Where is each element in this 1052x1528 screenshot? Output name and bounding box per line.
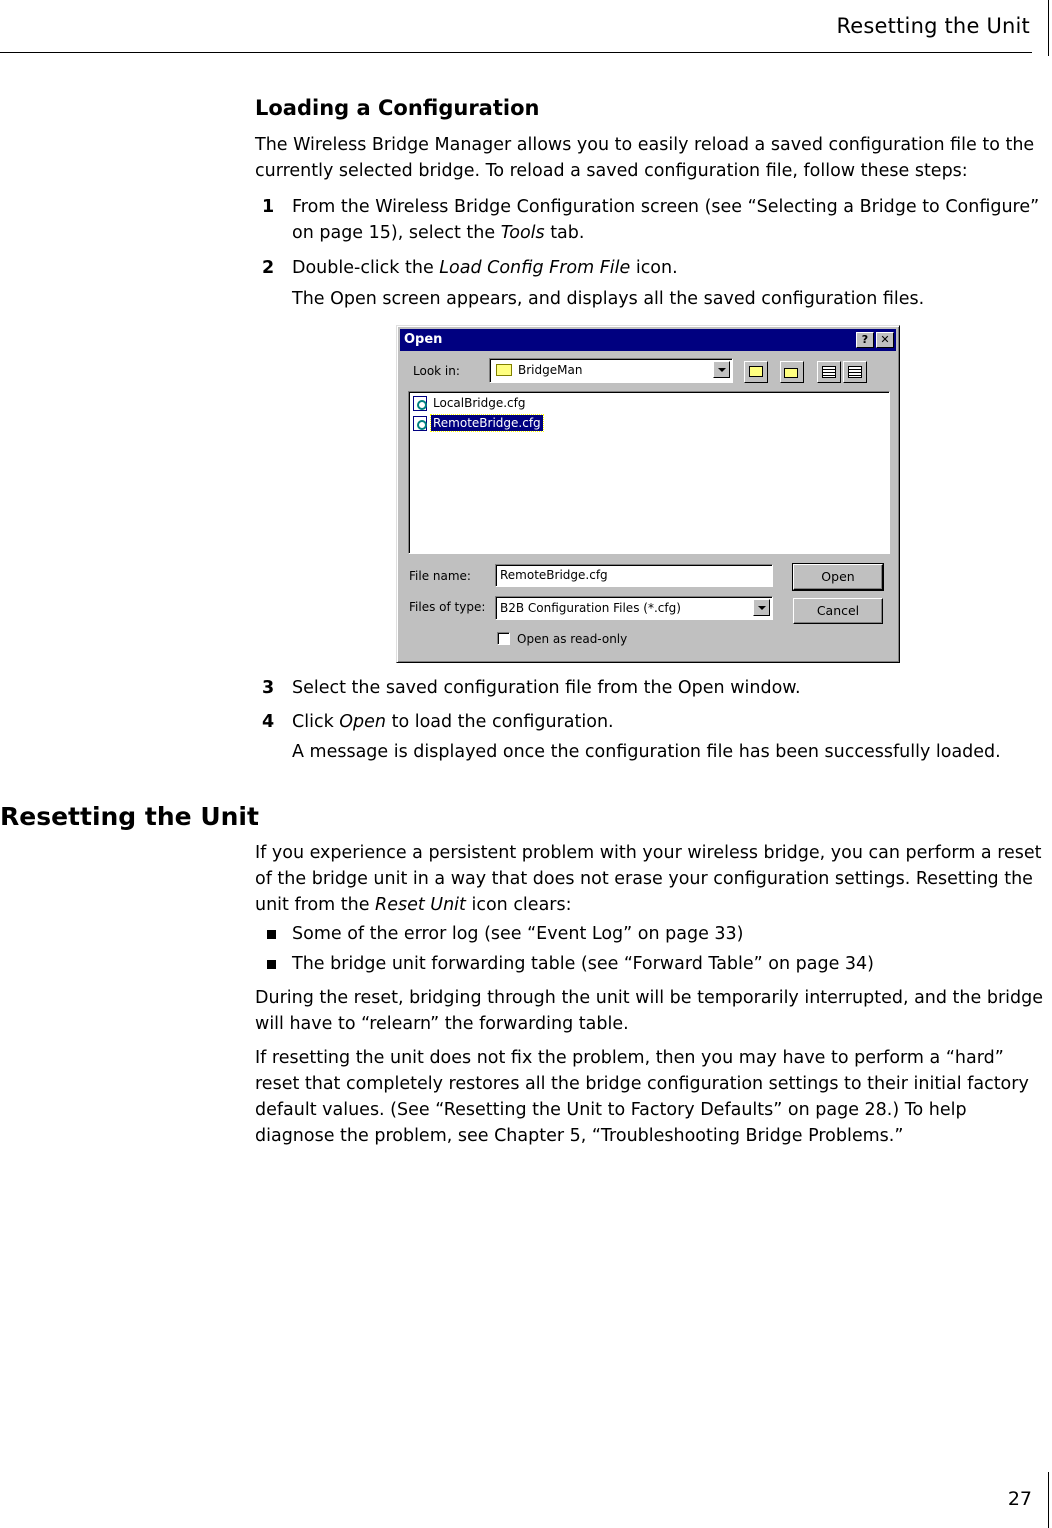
- step-4-note: A message is displayed once the configuration file has been successfully loaded.: [292, 742, 1001, 762]
- file-list[interactable]: LocalBridge.cfg RemoteBridge.cfg: [408, 391, 890, 554]
- step-number: 1: [262, 197, 275, 217]
- new-folder-button[interactable]: [780, 361, 804, 383]
- step-2: 2 Double-click the Load Config From File icon.: [262, 255, 1052, 281]
- list-item: The bridge unit forwarding table (see “Forward Table” on page 34): [262, 951, 1052, 977]
- folder-icon: [496, 364, 512, 376]
- open-dialog: [396, 325, 900, 663]
- bullet-square-icon: [267, 930, 276, 939]
- page-number: 27: [1007, 1488, 1032, 1510]
- section-heading-loading: Loading a Configuration: [255, 96, 540, 120]
- step-4: 4 Click Open to load the configuration.: [262, 709, 1052, 735]
- help-button[interactable]: ?: [856, 332, 874, 348]
- file-name-value: RemoteBridge.cfg: [500, 568, 608, 582]
- chevron-down-icon[interactable]: [753, 599, 770, 616]
- dialog-titlebar: [400, 329, 896, 351]
- up-folder-button[interactable]: [744, 361, 768, 383]
- reset-para-2: During the reset, bridging through the unit will be temporarily interrupted, and the bridge will have to “relearn” the forwarding table.: [255, 988, 1043, 1034]
- reset-para-3: If resetting the unit does not fix the problem, then you may have to perform a “hard” reset that completely restores all the bridge configuration settings to their initial factory default values. (See “Resetting the Unit to Factory Defaults” on page 28.) To help diagnose the problem, see Chapter 5, “Troubleshooting Bridge Problems.”: [255, 1048, 1029, 1146]
- dialog-title: Open: [404, 332, 443, 347]
- step-number: 4: [262, 712, 275, 732]
- close-button[interactable]: ✕: [876, 332, 894, 348]
- step-number: 3: [262, 678, 275, 698]
- chevron-down-icon[interactable]: [713, 361, 730, 378]
- details-view-button[interactable]: [843, 361, 867, 383]
- footer-corner-line: [1048, 1472, 1049, 1528]
- look-in-label: Look in:: [413, 364, 460, 378]
- step-1: 1 From the Wireless Bridge Configuration screen (see “Selecting a Bridge to Configure” on page 15), select the Tools tab.: [262, 194, 1052, 246]
- config-file-icon: [413, 396, 427, 411]
- look-in-combo[interactable]: [489, 358, 733, 383]
- load-config-icon-ref: Load Config From File: [439, 258, 631, 278]
- section-heading-reset: Resetting the Unit: [0, 802, 259, 831]
- look-in-value: BridgeMan: [518, 363, 583, 377]
- file-name-input[interactable]: [495, 564, 773, 587]
- file-name-label: File name:: [409, 569, 471, 583]
- cancel-button[interactable]: Cancel: [793, 598, 883, 624]
- bullet-square-icon: [267, 960, 276, 969]
- open-button-ref: Open: [339, 712, 387, 732]
- step-3: 3 Select the saved configuration file from the Open window.: [262, 675, 1052, 701]
- header-corner-line: [1048, 0, 1049, 56]
- open-button[interactable]: Open: [793, 564, 883, 590]
- header-rule: [0, 52, 1032, 53]
- list-view-icon: [822, 366, 836, 378]
- files-of-type-label: Files of type:: [409, 600, 486, 614]
- read-only-label: Open as read-only: [517, 632, 628, 646]
- running-head: Resetting the Unit: [836, 14, 1030, 38]
- config-file-icon: [413, 416, 427, 431]
- list-view-button[interactable]: [817, 361, 841, 383]
- loading-intro: The Wireless Bridge Manager allows you to easily reload a saved configuration file to the currently selected bridge. To reload a saved configuration file, follow these steps:: [255, 135, 1035, 181]
- step-number: 2: [262, 258, 275, 278]
- list-item: Some of the error log (see “Event Log” on page 33): [262, 921, 1052, 947]
- step-2-note: The Open screen appears, and displays all the saved configuration files.: [292, 289, 925, 309]
- up-folder-icon: [749, 366, 763, 377]
- files-of-type-combo[interactable]: [495, 596, 773, 620]
- reset-intro: If you experience a persistent problem with your wireless bridge, you can perform a reset of the bridge unit in a way that does not erase your configuration settings. Resetting the unit from the Reset Unit icon clears:: [255, 843, 1042, 915]
- reset-unit-icon-ref: Reset Unit: [375, 895, 466, 915]
- new-folder-icon: [784, 368, 798, 378]
- details-view-icon: [848, 366, 862, 378]
- files-of-type-value: B2B Configuration Files (*.cfg): [500, 601, 681, 615]
- tools-tab-ref: Tools: [500, 223, 545, 243]
- read-only-checkbox[interactable]: [497, 632, 510, 645]
